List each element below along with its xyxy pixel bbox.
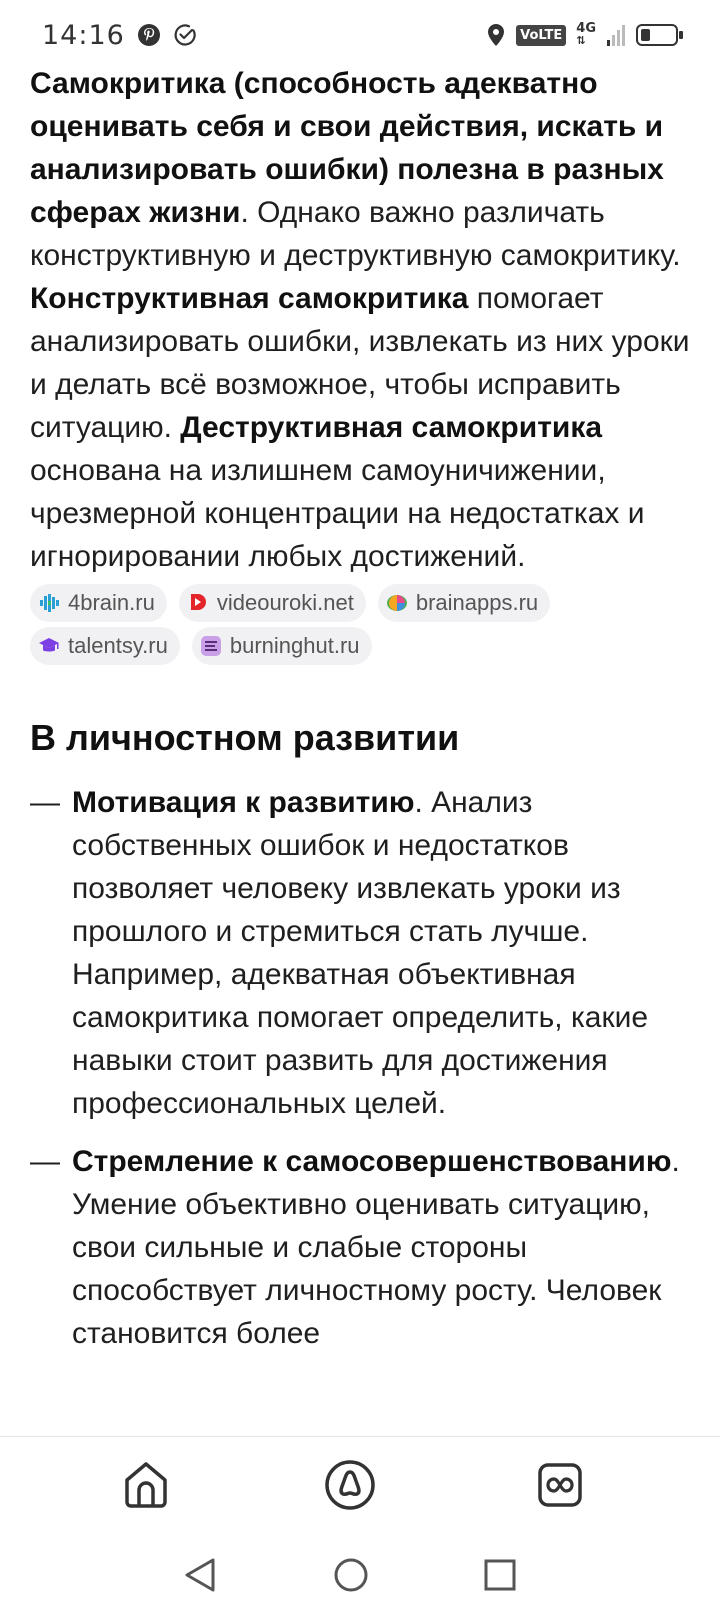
battery-icon: [636, 24, 678, 46]
source-chip[interactable]: [30, 584, 167, 622]
data-arrows-icon: ⇅: [576, 34, 586, 47]
recents-button[interactable]: [480, 1555, 520, 1595]
source-label: talentsy.ru: [68, 633, 168, 658]
source-label: brainapps.ru: [415, 590, 539, 615]
recents-icon: [483, 1558, 517, 1592]
back-button[interactable]: [180, 1555, 220, 1595]
system-home-button[interactable]: [331, 1555, 371, 1595]
alice-button[interactable]: [324, 1459, 376, 1511]
home-circle-icon: [333, 1557, 369, 1593]
4brain-favicon-icon: [38, 592, 60, 614]
home-icon: [122, 1460, 170, 1510]
bullet-bold: Стремление к самосовершенствованию: [72, 1145, 672, 1178]
intro-paragraph: [30, 62, 690, 578]
network-indicator: [576, 23, 596, 47]
sources-list: [30, 584, 690, 665]
check-circle-icon: [173, 23, 197, 47]
list-item: [30, 1140, 690, 1355]
volte-badge: VoLTE: [516, 25, 566, 46]
pinterest-icon: [137, 23, 161, 47]
status-bar: [0, 0, 720, 70]
brainapps-favicon-icon: [386, 592, 408, 614]
intro-text-2: помогает анализировать ошибки, извлекать из них уроки и делать всё возможное, чтобы исправить ситуацию.: [30, 282, 690, 444]
source-label: burninghut.ru: [229, 633, 360, 658]
article-content: [30, 62, 690, 1370]
intro-bold-3: Деструктивная самокритика: [180, 411, 603, 444]
section-title: В личностном развитии: [30, 717, 460, 758]
burninghut-favicon-icon: [200, 635, 222, 657]
source-chip[interactable]: [192, 627, 372, 665]
status-right: [486, 23, 678, 47]
tabs-icon: [537, 1462, 583, 1508]
intro-bold-1: Самокритика (способность адекватно оценивать себя и свои действия, искать и анализировать ошибки) полезна в разных сферах жизни: [30, 67, 664, 229]
bullet-bold: Мотивация к развитию: [72, 786, 415, 819]
bullet-dash: —: [30, 1145, 60, 1178]
signal-icon: [606, 23, 626, 47]
tabs-button[interactable]: [534, 1459, 586, 1511]
alice-icon: [324, 1459, 376, 1511]
home-button[interactable]: [120, 1459, 172, 1511]
talentsy-favicon-icon: [38, 635, 60, 657]
status-time: 14:16: [42, 19, 125, 51]
list-item: [30, 781, 690, 1125]
source-label: videouroki.net: [216, 590, 354, 615]
intro-bold-2: Конструктивная самокритика: [30, 282, 469, 315]
bullet-dash: —: [30, 786, 60, 819]
status-left: [42, 20, 197, 51]
back-icon: [183, 1557, 217, 1593]
bullet-list: [30, 781, 690, 1355]
videouroki-favicon-icon: [187, 592, 209, 614]
source-chip[interactable]: [179, 584, 366, 622]
bullet-text: . Умение объективно оценивать ситуацию, свои сильные и слабые стороны способствует личностному росту. Человек становится более: [72, 1145, 680, 1350]
bottom-toolbar: [0, 1436, 720, 1611]
source-chip[interactable]: [378, 584, 550, 622]
network-type: 4G: [576, 21, 596, 36]
location-icon: [486, 23, 506, 47]
intro-text-3: основана на излишнем самоуничижении, чрезмерной концентрации на недостатках и игнорировании любых достижений.: [30, 454, 645, 573]
intro-text-1: . Однако важно различать конструктивную и деструктивную самокритику.: [30, 196, 681, 272]
source-label: 4brain.ru: [68, 590, 155, 615]
bullet-text: . Анализ собственных ошибок и недостатков позволяет человеку извлекать уроки из прошлого и стремиться стать лучше. Например, адекватная объективная самокритика помогает определить, какие навыки стоит развить для достижения профессиональных целей.: [72, 786, 649, 1120]
source-chip[interactable]: [30, 627, 180, 665]
